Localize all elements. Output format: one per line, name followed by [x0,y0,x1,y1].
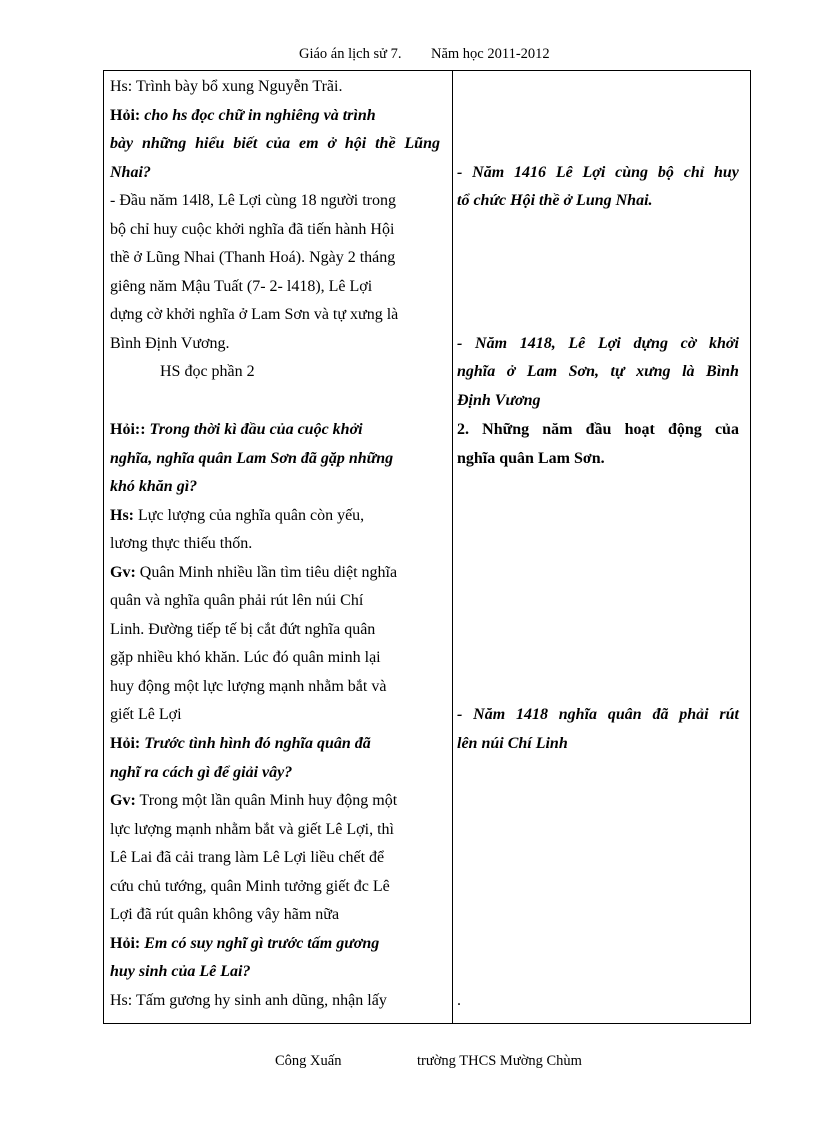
word: của [266,135,291,152]
word: 1418, [519,335,556,352]
content-text [457,334,739,354]
content-line [457,334,739,354]
header-subject: Giáo án lịch sử 7. [299,46,402,62]
content-text [457,163,739,183]
question-text: cho hs đọc chữ in nghiêng và trình [144,107,376,124]
word: dựng [633,335,668,352]
word: - [457,164,463,181]
content-text [457,362,739,382]
question-line: Nhai? [110,164,151,181]
word: của [714,421,739,438]
text-line: Lợi đã rút quân không vây hãm nữa [110,906,340,923]
text-line: lương thực thiếu thốn. [110,535,253,552]
text-line: dựng cờ khởi nghĩa ở Lam Sơn và tự xưng là [110,306,399,323]
student-label: Hs: [110,507,134,524]
word: cờ [680,335,697,352]
word: là [682,363,695,380]
text-line: Hs: Trình bày bổ xung Nguyễn Trãi. [110,78,343,95]
question-text: Em có suy nghĩ gì trước tấm gương [144,935,380,952]
word: Lũng [404,135,440,152]
text-line: Lê Lai đã cải trang làm Lê Lợi liều chết để [110,849,385,866]
word: tự [610,363,625,380]
word: hiểu [195,135,225,152]
word: chỉ [683,164,705,181]
text-line: lực lượng mạnh nhằm bắt và giết Lê Lợi, thì [110,821,394,838]
answer-text: Lực lượng của nghĩa quân còn yếu, [138,507,365,524]
word: em [299,135,319,152]
teacher-text: Quân Minh nhiều lần tìm tiêu diệt nghĩa [139,564,398,581]
page-footer [0,1053,816,1075]
word: - [457,706,463,723]
content-line [457,705,739,725]
content-line: Định Vương [457,392,541,409]
word: thề [375,135,396,152]
question-line: huy sinh của Lê Lai? [110,963,251,980]
text-line: Linh. Đường tiếp tế bị cắt đứt nghĩa quân [110,621,376,638]
word: khởi [709,335,739,352]
question-text [110,134,440,154]
content-line [457,362,739,382]
word: biết [233,135,258,152]
text-line: Bình Định Vương. [110,335,230,352]
text-line: gặp nhiều khó khăn. Lúc đó quân minh lại [110,649,381,666]
question-label: Hỏi: [110,107,141,124]
word: Năm [472,164,505,181]
word: ở [506,363,516,380]
word: Bình [706,363,739,380]
teacher-student-activity-column [104,71,453,1024]
question-label: Hỏi: [110,735,141,752]
word: hội [344,135,367,152]
text-line: HS đọc phần 2 [160,363,255,380]
answer-line [110,506,364,526]
word: Lê [555,164,573,181]
question-line: khó khăn gì? [110,478,198,495]
text-line: quân và nghĩa quân phải rút lên núi Chí [110,592,364,609]
question-text: Trước tình hình đó nghĩa quân đã [144,735,371,752]
question-line [110,134,440,154]
text-line: huy động một lực lượng mạnh nhằm bắt và [110,678,387,695]
word: những [141,135,187,152]
word: Những [482,421,530,438]
word: bộ [657,164,674,181]
word: Lê [568,335,586,352]
section-heading: nghĩa quân Lam Sơn. [457,450,605,467]
word: 1416 [513,164,546,181]
teacher-line [110,563,397,583]
word: đã [652,706,669,723]
word: hoạt [624,421,655,438]
word: cùng [615,164,649,181]
word: xưng [636,363,671,380]
text-line: bộ chỉ huy cuộc khởi nghĩa đã tiến hành Hội [110,221,395,238]
word: phải [679,706,709,723]
question-line: nghĩ ra cách gì để giải vây? [110,764,293,781]
teacher-label: Gv: [110,564,136,581]
question-line [110,106,376,126]
lesson-content-column [453,71,751,1024]
word: quân [607,706,642,723]
word: huy [714,164,739,181]
text-line: giết Lê Lợi [110,706,182,723]
teacher-text: Trong một lần quân Minh huy động một [139,792,398,809]
word: nghĩa [558,706,598,723]
content-line: . [457,992,461,1009]
footer-author: Công Xuấn [275,1053,342,1069]
word: động [668,421,702,438]
text-line: Hs: Tấm gương hy sinh anh dũng, nhận lấy [110,992,387,1009]
word: đầu [585,421,612,438]
content-line [457,163,739,183]
lesson-table [103,70,751,1024]
word: - [457,335,463,352]
word: năm [542,421,573,438]
word: Năm [475,335,508,352]
word: Lợi [597,335,621,352]
footer-school: trường THCS Mường Chùm [417,1053,582,1069]
content-line: tổ chức Hội thề ở Lung Nhai. [457,192,653,209]
word: nghĩa [457,363,496,380]
word: ở [327,135,337,152]
question-line [110,420,363,440]
content-text [457,705,739,725]
word: 1418 [515,706,548,723]
question-text: Trong thời kì đầu của cuộc khởi [149,421,363,438]
text-line: cứu chủ tướng, quân Minh tưởng giết đc Lê [110,878,390,895]
question-label: Hỏi: [110,935,141,952]
text-line: thề ở Lũng Nhai (Thanh Hoá). Ngày 2 tháng [110,249,396,266]
teacher-label: Gv: [110,792,136,809]
word: rút [719,706,739,723]
page-header [0,46,816,68]
word: Sơn, [568,363,599,380]
question-line [110,934,379,954]
content-line: lên núi Chí Linh [457,735,568,752]
teacher-line [110,791,397,811]
question-line: nghĩa, nghĩa quân Lam Sơn đã gặp những [110,450,394,467]
word: Năm [473,706,506,723]
table-row [104,71,751,1024]
question-label: Hỏi:: [110,421,146,438]
section-heading-text [457,420,739,440]
section-heading [457,420,739,440]
word: Lam [526,363,558,380]
word: bày [110,135,134,152]
word: Lợi [582,164,606,181]
question-line [110,734,371,754]
header-school-year: Năm học 2011-2012 [431,46,550,62]
text-line: giêng năm Mậu Tuất (7- 2- l418), Lê Lợi [110,278,373,295]
text-line: - Đầu năm 14l8, Lê Lợi cùng 18 người trong [110,192,396,209]
word: 2. [457,421,469,438]
